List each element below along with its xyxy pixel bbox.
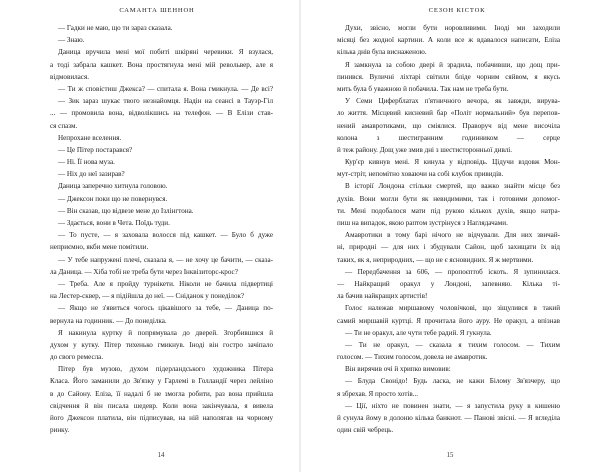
text-line: — Знаю. bbox=[58, 36, 85, 45]
text-line: Кур'єр кивнув мені. Я кинула у відповідь. Цідучи вздовж Мон- bbox=[345, 158, 560, 167]
text-line: голосом. — Тихим голосом, довела не амавротик. bbox=[337, 353, 488, 362]
text-line: — Передбачення за 606, — пропоєптоб іскоть. Я зупинилася. bbox=[345, 267, 560, 276]
text-line: — Ніх до неї зазирав? bbox=[58, 170, 125, 179]
text-line: я збрехав. Я просто хотів... bbox=[337, 389, 419, 398]
text-line: Він вирячив очі й хрипко вимовив: bbox=[345, 365, 451, 374]
text-line: — Ти не оракул, але чути тебе радий. Я гукнула. bbox=[345, 328, 492, 337]
text-line: ла бачив найкращих артистів! bbox=[337, 292, 428, 301]
text-line: — Ти ж сповістиш Джекса? — спитала я. Вона гмикнула. — Де всі? bbox=[58, 84, 273, 93]
text-line: ло життя. Місцевий кисневий бар «Політ нормальний» був перепов- bbox=[337, 109, 560, 118]
text-line: ла Даница. — Хіба тобі не треба бути через Інквізиторс-крос? bbox=[50, 267, 238, 276]
text-line: — Він сказав, що відвезе мене до Ізлінгтона. bbox=[58, 206, 194, 215]
text-line: Голос належав миршавому чоловічкові, що зіщулився в такий bbox=[345, 304, 560, 313]
text-line: кілька днів була виснаженою. bbox=[337, 48, 427, 57]
text-line: У Семи Циферблатах п'ятничного вечора, як завжди, вирува- bbox=[345, 97, 560, 106]
text-line: відмовилася. bbox=[50, 72, 89, 81]
text-line: його Джексон платила, він підписував, на ній наполягав на чорному bbox=[50, 414, 273, 422]
text-line: — Ти не оракул, — сказала я тихим голосом. — Тихим bbox=[345, 340, 560, 349]
text-line: — Ції, ніхто не повинен знати, — я запустила руку в кишеню bbox=[345, 401, 560, 410]
text-line: мут-стріт, непомітно ховаючи на собі клубок привидів. bbox=[337, 170, 504, 179]
text-line: Непрохане вселення. bbox=[58, 133, 122, 142]
text-line: Амавротики в тому барі нічого не відчували. Для них звичай- bbox=[345, 231, 560, 240]
text-line: — Зик зараз шукає твого незнайомця. Надін на сеансі в Тауэр-Гіл bbox=[58, 97, 273, 106]
text-line: Даница заперечно хитнула головою. bbox=[58, 182, 168, 191]
text-line: ... — промовила вона, відволікшись на телефон. — В Елізи став- bbox=[50, 109, 273, 118]
text-line: — То пусте, — я заховала волосся під кашкет. — Було б дуже bbox=[58, 231, 273, 240]
text-line: духів. Вони могли бути як невидимими, так і готовими допомог- bbox=[337, 194, 560, 203]
text-line: таких, як я, неприродних, — що не є ясновидних. Я ж мертвими. bbox=[337, 255, 534, 264]
text-line: — Гадки не маю, що ти зараз сказала. bbox=[58, 24, 173, 32]
text-line: В історії Лондона стільки смертей, що важко знайти місце без bbox=[345, 182, 560, 191]
text-line: мить була б уважною й побачила. Так нам не треба бути. bbox=[337, 84, 509, 93]
text-line: — Найкращий оракул у Лондоні, запевняю. Кілька ті- bbox=[337, 279, 560, 288]
text-line: на Лестер-сквер, — я підійшла до неї. — Сніданок у понеділок? bbox=[50, 292, 245, 301]
running-head-right: СЕЗОН КІСТОК bbox=[428, 7, 486, 14]
page-number-left: 14 bbox=[157, 452, 165, 459]
text-line: неприємно, якби мене помітили. bbox=[50, 243, 149, 252]
text-line: Я накинула куртку й попрямувала до дверей. Згорбившися й bbox=[58, 328, 273, 337]
text-line: місяці без жодної картини. А коли все ж вдавалося написати, Еліза bbox=[337, 36, 560, 45]
text-line: самий миршавій куртці. Я прочитала його ауру. Не оракул, а впізнав bbox=[337, 316, 560, 325]
right-page bbox=[300, 0, 600, 472]
text-line: — Здається, вони в Чета. Поїдь туди. bbox=[58, 219, 170, 227]
text-line: до свого ремесла. bbox=[50, 353, 104, 362]
text-line: — Джексон поки що не повернувся. bbox=[58, 194, 168, 203]
text-line: — Якщо не з'явиться чогось цікавішого за тебе, — Даница по- bbox=[58, 304, 273, 313]
text-line: ринку. bbox=[50, 426, 70, 435]
right-page-body bbox=[337, 22, 560, 436]
text-line: й теж району. Дощ уже змив дні з шестисторонньої дивлі. bbox=[337, 145, 513, 154]
text-line: духом у кутку. Пітер тихенько гмикнув. Іноді він гостро зачіпало bbox=[50, 340, 273, 349]
text-line: в до Сайону. Еліза, її надалі б не змогла робити, раз вона прийшла bbox=[50, 389, 273, 398]
text-line: нений амавротиками, що сміялися. Праворуч від мене височіла bbox=[337, 121, 560, 130]
text-line: ся спазм. bbox=[50, 121, 78, 130]
text-line: Класа. Його заманили до Зв'язку у Гарлемі в Голландії через лейліно bbox=[50, 377, 273, 386]
text-line: Духи, звісно, могли бути норовливими. Іноді ми заходили bbox=[345, 24, 560, 32]
page-number-right: 15 bbox=[446, 452, 454, 459]
text-line: — Ні. Її нова муза. bbox=[58, 158, 115, 167]
text-line: й сунула йому в долоню кілька банкнот. — Панові звісні. — Я вгледіла bbox=[337, 414, 560, 422]
text-line: Я замкнула за собою двері й зрадила, побачивши, що дощ при- bbox=[345, 60, 560, 69]
text-line: — Блуда Свонідо! Будь ласка, не кажи Білому Зв'язчеру, що bbox=[345, 377, 560, 386]
text-line: вернула на годинник. — До понеділка. bbox=[50, 316, 167, 325]
running-head-left: САМАНТА ШЕННОН bbox=[119, 7, 195, 14]
text-line: свідчення й він писала шедевр. Коли вона закінчувала, я вивела bbox=[50, 401, 273, 410]
text-line: а тоді забрала кашкет. Вона простягнула мені мій револьвер, але я bbox=[50, 60, 273, 69]
text-line: — У тебе напружені плечі, сказала я, — не хочу це бачити, — сказа- bbox=[58, 255, 273, 264]
text-line: — Треба. Але я пройду турнікети. Ніколи не бачила підвертиці bbox=[58, 279, 273, 288]
text-line: — Це Пітер постарався? bbox=[58, 145, 133, 154]
left-page-body bbox=[50, 22, 273, 436]
text-line: ні, природні — для них і збудували Сайон, щоб захищати їх від bbox=[337, 243, 560, 252]
text-line: Пітер був музою, духом підерландського художника Пітера bbox=[58, 365, 273, 374]
text-line: ти. Мені подобалося мати під рукою кількох духів, якщо натра- bbox=[337, 206, 560, 215]
text-line: один свій чебрець. bbox=[337, 426, 394, 435]
text-line: Даница вручила мені мої побиті шкіряні черевики. Я взулася, bbox=[58, 48, 273, 57]
text-line: пиш на випадок, якою раптом зустрінуся з Наглядачами. bbox=[337, 219, 508, 227]
text-line: пинився. Вуличні ліхтарі світили бліде чорним сяйвом, я якусь bbox=[337, 72, 560, 81]
text-line: колона з шестигранним годинником — серце bbox=[337, 133, 560, 142]
